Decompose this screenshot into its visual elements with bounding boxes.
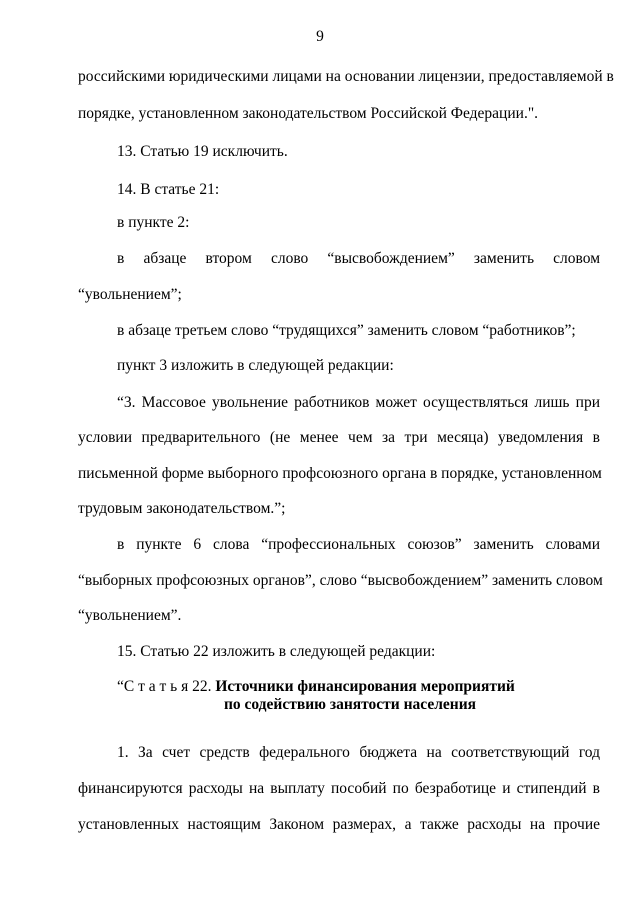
paragraph-line: порядке, установленном законодательством Российской Федерации.". (78, 105, 539, 122)
paragraph-line: “увольнением”; (78, 286, 182, 303)
article-heading (117, 677, 600, 697)
paragraph-line: 1. За счет средств федерального бюджета на соответствующий год (117, 744, 600, 761)
paragraph-line: в пункте 6 слова “профессиональных союзов” заменить словами (117, 536, 600, 553)
page-number: 9 (316, 28, 324, 45)
article-title-line2: по содействию занятости населения (223, 696, 477, 713)
paragraph-line: финансируются расходы на выплату пособий по безработице и стипендий в (78, 780, 600, 797)
subitem-point-2: в пункте 2: (117, 214, 190, 231)
article-prefix: “С т а т ь я (117, 678, 189, 695)
paragraph-line: в абзаце втором слово “высвобождением” заменить словом (117, 250, 600, 267)
paragraph-line: в абзаце третьем слово “трудящихся” заменить словом “работников”; (117, 322, 576, 339)
item-13: 13. Статью 19 исключить. (117, 143, 288, 160)
article-number: 22. (192, 678, 212, 695)
quote-line: трудовым законодательством.”; (78, 500, 286, 517)
paragraph-line: пункт 3 изложить в следующей редакции: (117, 357, 394, 374)
quote-line: письменной форме выборного профсоюзного органа в порядке, установленном (78, 465, 602, 482)
quote-line: условии предварительного (не менее чем за три месяца) уведомления в (78, 429, 600, 446)
article-title: Источники финансирования мероприятий (215, 678, 515, 695)
paragraph-line: установленных настоящим Законом размерах, а также расходы на прочие (78, 816, 600, 833)
paragraph-line: российскими юридическими лицами на основании лицензии, предоставляемой в (78, 68, 614, 85)
item-14: 14. В статье 21: (117, 181, 220, 198)
quote-line: “3. Массовое увольнение работников может осуществляться лишь при (117, 394, 600, 411)
paragraph-line: “выборных профсоюзных органов”, слово “высвобождением” заменить словом (78, 572, 603, 589)
item-15: 15. Статью 22 изложить в следующей редакции: (117, 643, 436, 660)
paragraph-line: “увольнением”. (78, 607, 182, 624)
